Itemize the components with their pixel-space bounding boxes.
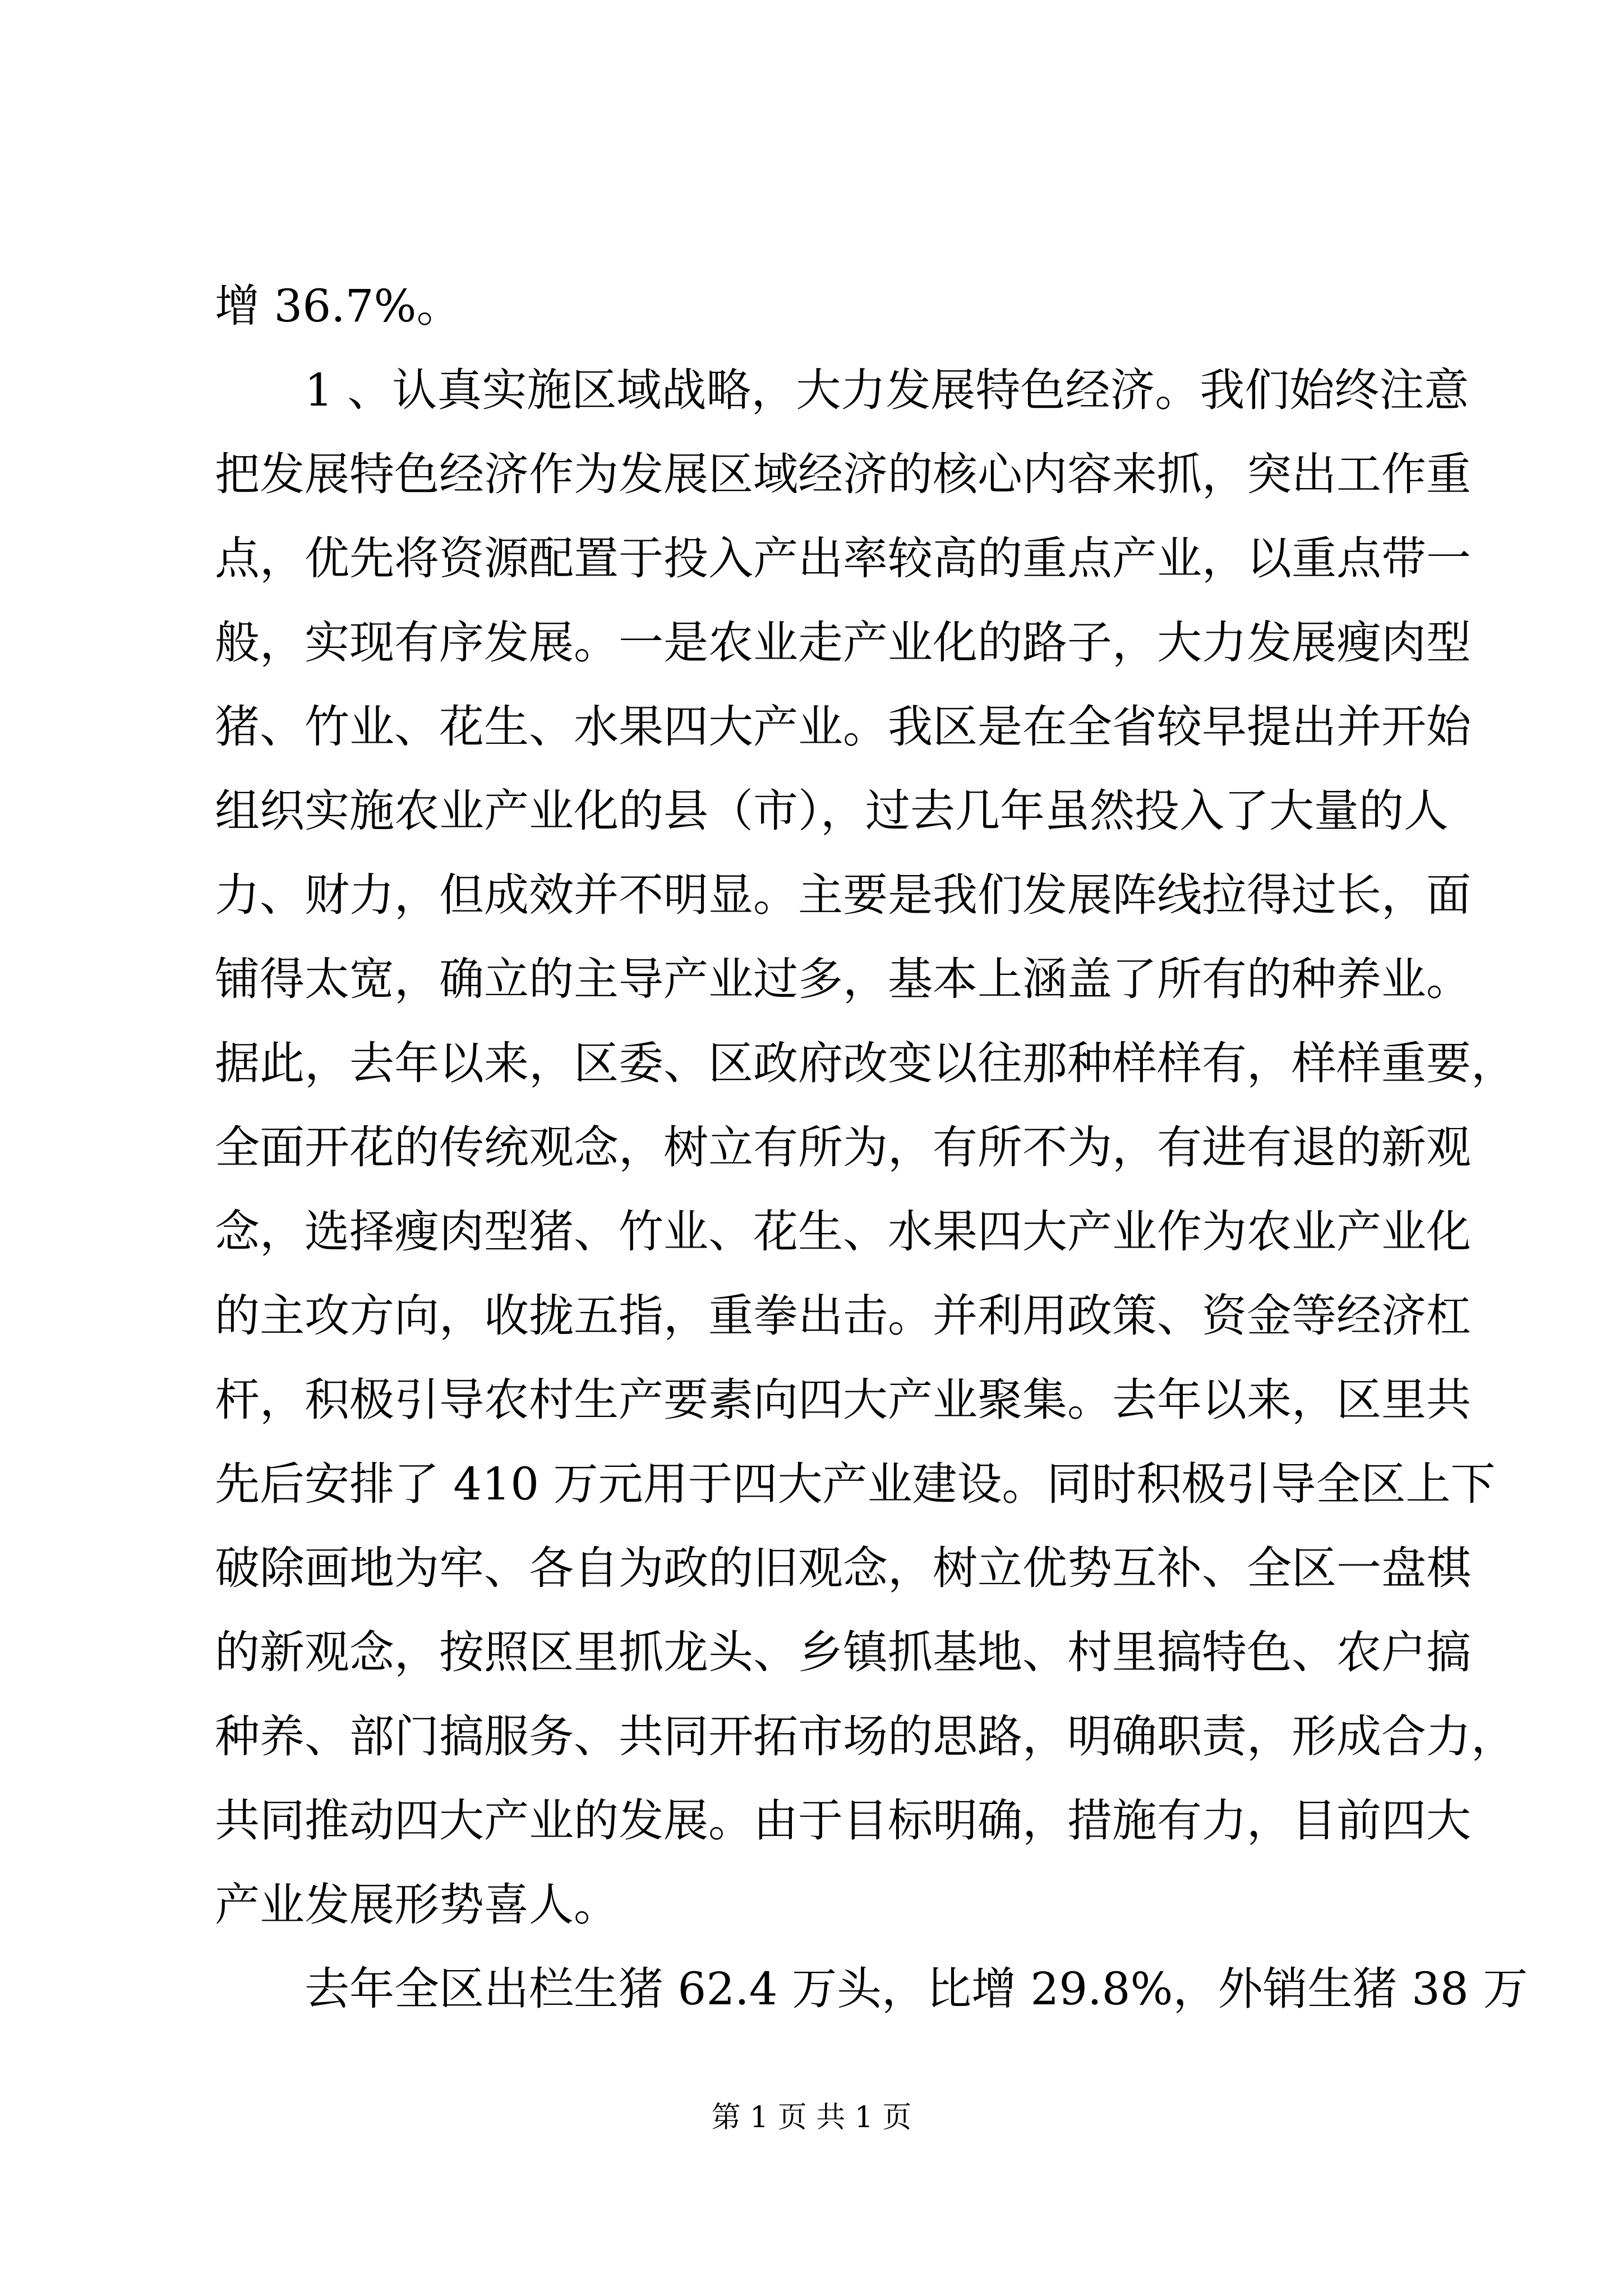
body-line-18: 种养、部门搞服务、共同开拓市场的思路，明确职责，形成合力， xyxy=(215,1710,1516,1763)
body-line-16: 破除画地为牢、各自为政的旧观念，树立优势互补、全区一盘棋 xyxy=(215,1542,1471,1594)
body-line-8: 力、财力，但成效并不明显。主要是我们发展阵线拉得过长，面 xyxy=(215,869,1471,921)
page-footer: 第 1 页 共 1 页 xyxy=(711,2101,912,2134)
body-line-3: 把发展特色经济作为发展区域经济的核心内容来抓，突出工作重 xyxy=(215,448,1471,500)
body-line-1: 增 36.7%。 xyxy=(215,280,462,332)
body-line-9: 铺得太宽，确立的主导产业过多，基本上涵盖了所有的种养业。 xyxy=(215,953,1471,1005)
body-line-7: 组织实施农业产业化的县（市），过去几年虽然投入了大量的人 xyxy=(215,785,1449,837)
body-line-4: 点，优先将资源配置于投入产出率较高的重点产业，以重点带一 xyxy=(215,532,1471,585)
body-line-19: 共同推动四大产业的发展。由于目标明确，措施有力，目前四大 xyxy=(215,1795,1471,1847)
body-line-5: 般，实现有序发展。一是农业走产业化的路子，大力发展瘦肉型 xyxy=(215,616,1471,669)
body-line-12: 念，选择瘦肉型猪、竹业、花生、水果四大产业作为农业产业化 xyxy=(215,1205,1471,1258)
body-line-20: 产业发展形势喜人。 xyxy=(215,1879,619,1931)
body-line-13: 的主攻方向，收拢五指，重拳出击。并利用政策、资金等经济杠 xyxy=(215,1290,1471,1342)
body-line-11: 全面开花的传统观念，树立有所为，有所不为，有进有退的新观 xyxy=(215,1121,1471,1174)
body-line-10: 据此，去年以来，区委、区政府改变以往那种样样有，样样重要， xyxy=(215,1037,1516,1089)
body-line-15: 先后安排了 410 万元用于四大产业建设。同时积极引导全区上下 xyxy=(215,1458,1496,1510)
body-line-2: 1 、认真实施区域战略，大力发展特色经济。我们始终注意 xyxy=(305,364,1469,416)
body-line-17: 的新观念，按照区里抓龙头、乡镇抓基地、村里搞特色、农户搞 xyxy=(215,1626,1471,1678)
body-line-6: 猪、竹业、花生、水果四大产业。我区是在全省较早提出并开始 xyxy=(215,701,1471,753)
body-line-14: 杆，积极引导农村生产要素向四大产业聚集。去年以来，区里共 xyxy=(215,1374,1471,1426)
body-line-21: 去年全区出栏生猪 62.4 万头，比增 29.8%，外销生猪 38 万 xyxy=(305,1963,1528,2015)
